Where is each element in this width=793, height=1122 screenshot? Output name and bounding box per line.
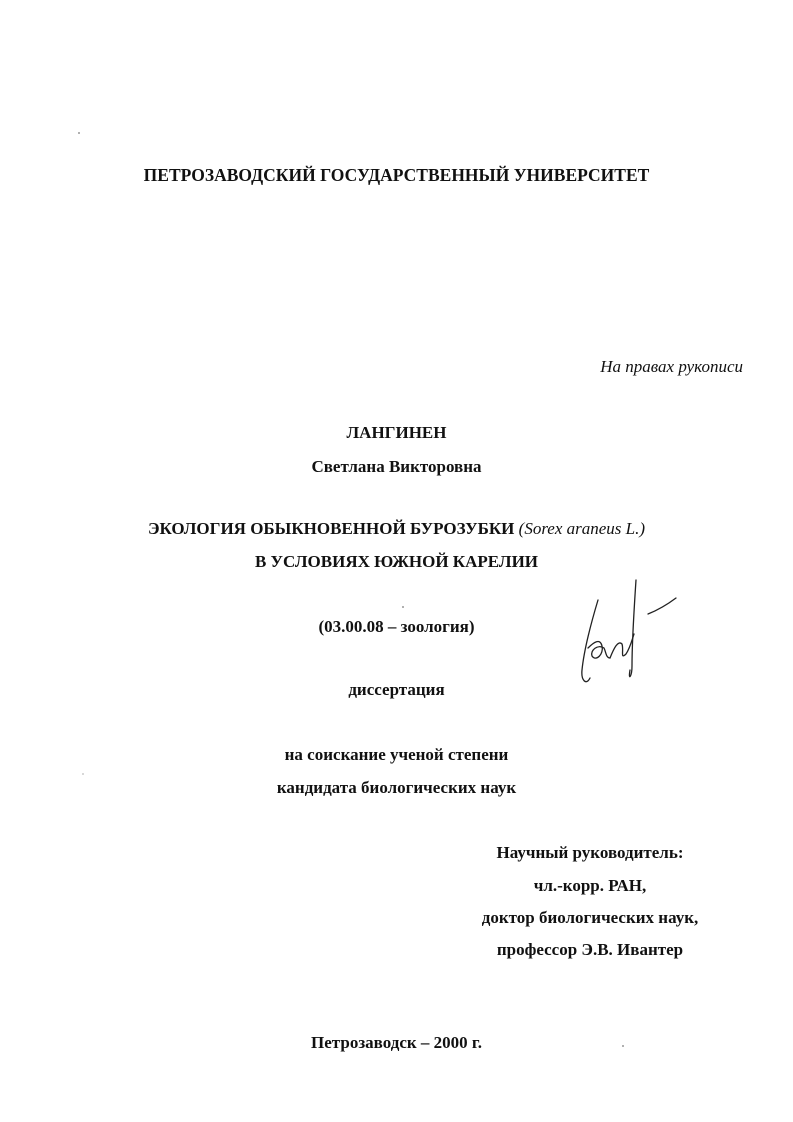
supervisor-title-2: доктор биологических наук, xyxy=(481,908,699,927)
supervisor-title-1: чл.-корр. РАН, xyxy=(533,876,647,895)
supervisor-heading: Научный руководитель: xyxy=(496,843,684,862)
place-and-year: Петрозаводск – 2000 г. xyxy=(311,1033,482,1052)
degree-line-1: на соискание ученой степени xyxy=(284,745,509,764)
work-type: диссертация xyxy=(348,680,445,699)
scan-speck xyxy=(78,132,80,134)
scan-speck xyxy=(402,606,404,608)
title-line-2: В УСЛОВИЯХ ЮЖНОЙ КАРЕЛИИ xyxy=(254,552,539,571)
author-given-names: Светлана Викторовна xyxy=(311,457,482,476)
handwritten-signature xyxy=(570,570,680,695)
rights-note: На правах рукописи xyxy=(600,357,743,376)
title-line-1 xyxy=(0,519,793,539)
university-name: ПЕТРОЗАВОДСКИЙ ГОСУДАРСТВЕННЫЙ УНИВЕРСИТЕТ xyxy=(143,165,650,185)
degree-line-2: кандидата биологических наук xyxy=(276,778,517,797)
specialty-code: (03.00.08 – зоология) xyxy=(318,617,475,636)
supervisor-name: профессор Э.В. Ивантер xyxy=(496,940,684,959)
title-latin-name: (Sorex araneus L.) xyxy=(518,519,646,538)
scan-speck xyxy=(622,1045,624,1047)
author-surname: ЛАНГИНЕН xyxy=(346,423,447,442)
scan-speck xyxy=(82,773,84,775)
title-main-text: ЭКОЛОГИЯ ОБЫКНОВЕННОЙ БУРОЗУБКИ xyxy=(147,519,515,538)
